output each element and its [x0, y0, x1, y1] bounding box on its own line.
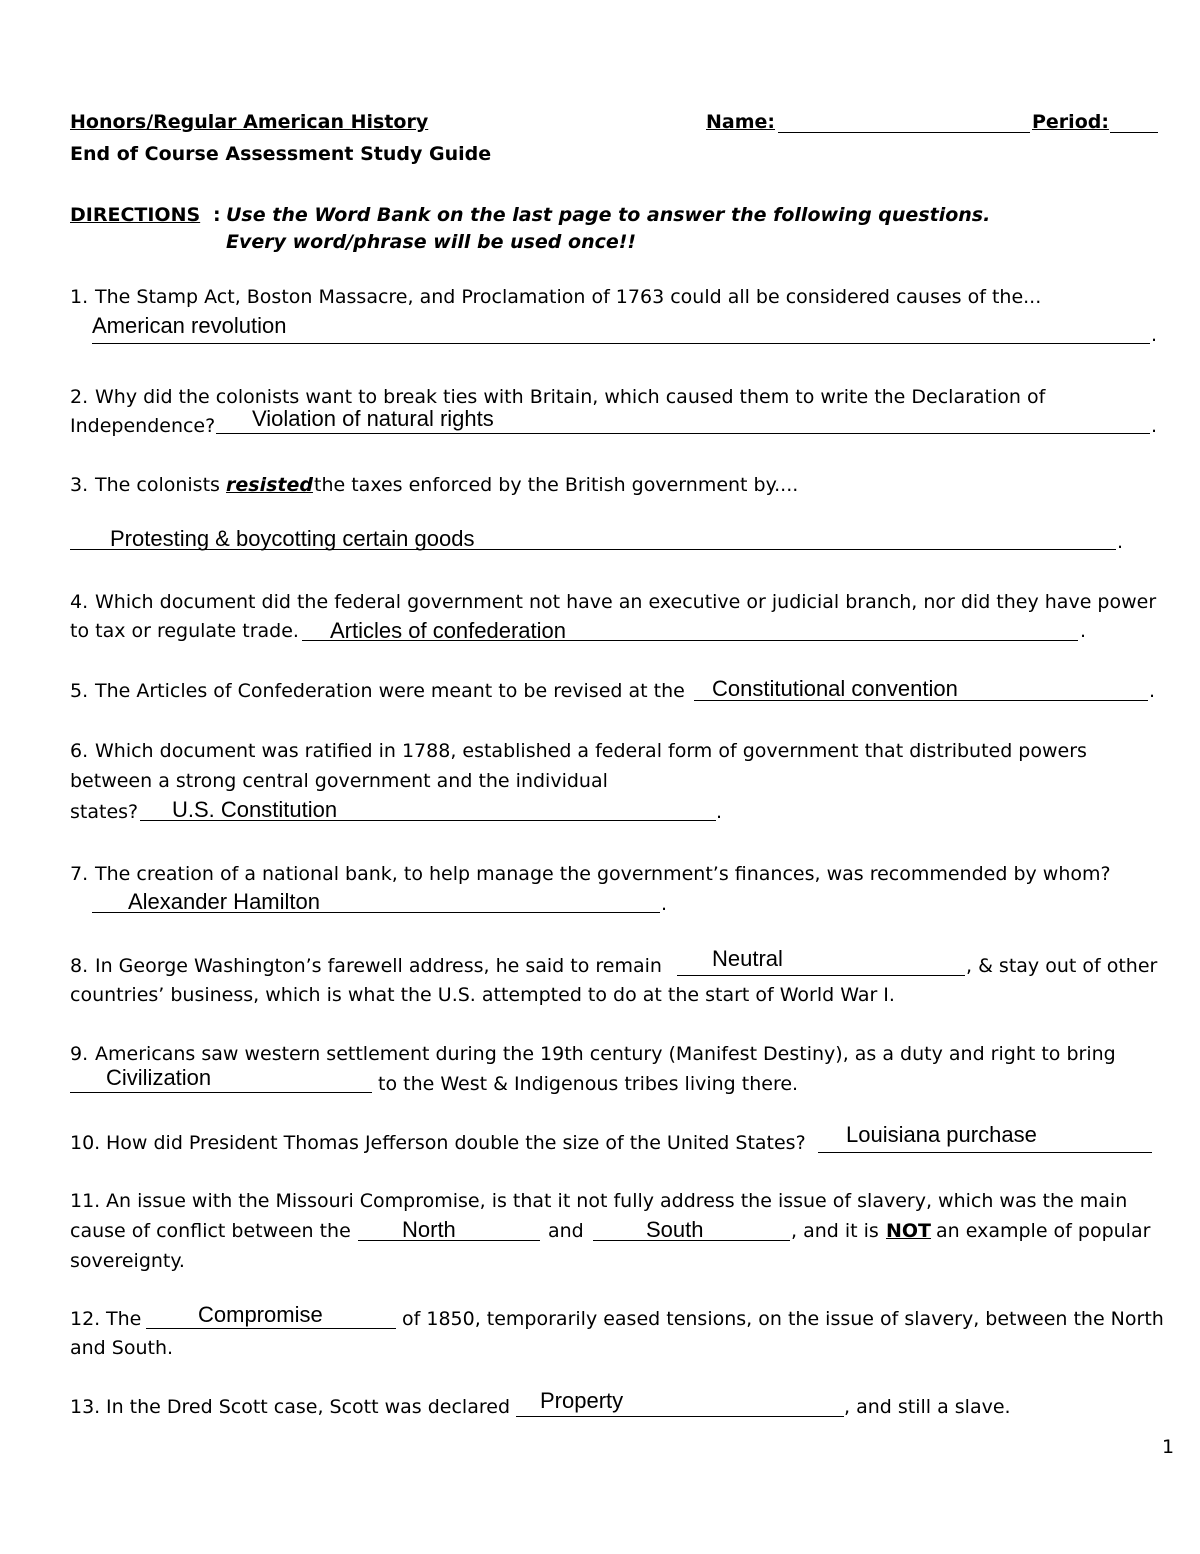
- q11-text-mid: , and it is: [791, 1220, 879, 1242]
- q5-text: The Articles of Confederation were meant to be revised at the: [95, 680, 685, 702]
- q8-text-pre: In George Washington’s farewell address, he said to remain: [95, 955, 662, 977]
- q10-text: How did President Thomas Jefferson double the size of the United States?: [106, 1132, 806, 1154]
- q11-text-pre: cause of conflict between the: [70, 1220, 351, 1242]
- q11-answer-1[interactable]: North: [402, 1217, 456, 1242]
- q1-answer[interactable]: American revolution: [92, 313, 287, 338]
- q5-answer-line: [694, 700, 1148, 701]
- q2-number: 2.: [70, 386, 89, 408]
- q4-text-2: to tax or regulate trade.: [70, 620, 299, 642]
- q9-text: Americans saw western settlement during the 19th century (Manifest Destiny), as a duty and right to bring: [95, 1043, 1116, 1065]
- q8-answer-line: [677, 975, 965, 976]
- directions-line-2: Every word/phrase will be used once!!: [226, 231, 637, 253]
- q2-text-2: Independence?: [70, 415, 216, 437]
- q5-number: 5.: [70, 680, 89, 702]
- q2-answer[interactable]: Violation of natural rights: [252, 406, 494, 431]
- q4-text: Which document did the federal government not have an executive or judicial branch, nor did they have power: [95, 591, 1157, 613]
- q7-answer[interactable]: Alexander Hamilton: [128, 889, 320, 914]
- q8-answer[interactable]: Neutral: [712, 946, 783, 971]
- q1-end: .: [1151, 324, 1158, 346]
- q11-text-post: an example of popular: [936, 1220, 1151, 1242]
- q13-text-pre: In the Dred Scott case, Scott was declared: [106, 1396, 511, 1418]
- q9-number: 9.: [70, 1043, 89, 1065]
- q10-number: 10.: [70, 1132, 101, 1154]
- q3-text-pre: The colonists: [95, 474, 220, 496]
- q7-end: .: [661, 893, 668, 915]
- q5-end: .: [1149, 680, 1156, 702]
- q1-number: 1.: [70, 286, 89, 308]
- directions-label: DIRECTIONS: [70, 204, 201, 226]
- q10-answer-line: [818, 1152, 1152, 1153]
- page-number: 1: [1162, 1436, 1175, 1458]
- q9-answer-line: [70, 1092, 372, 1093]
- q6-text-3: states?: [70, 801, 139, 823]
- q6-answer[interactable]: U.S. Constitution: [172, 797, 338, 822]
- q9-text-post: to the West & Indigenous tribes living there.: [378, 1073, 799, 1095]
- q7-text: The creation of a national bank, to help manage the government’s finances, was recommended by whom?: [95, 863, 1111, 885]
- directions-line-1: Use the Word Bank on the last page to answer the following questions.: [226, 204, 991, 226]
- q6-text: Which document was ratified in 1788, established a federal form of government that distributed powers: [95, 740, 1087, 762]
- q8-text-post: , & stay out of other: [966, 955, 1158, 977]
- q4-answer[interactable]: Articles of confederation: [330, 618, 567, 643]
- q4-end: .: [1080, 620, 1087, 642]
- q11-emphasis: NOT: [886, 1220, 932, 1242]
- directions-colon: :: [213, 204, 221, 226]
- q6-end: .: [716, 801, 723, 823]
- q1-answer-line: [92, 343, 1150, 344]
- q11-text: An issue with the Missouri Compromise, is that it not fully address the issue of slavery, which was the main: [106, 1190, 1128, 1212]
- q12-answer[interactable]: Compromise: [198, 1302, 323, 1327]
- q4-answer-line: [302, 640, 1078, 641]
- q11-and: and: [548, 1220, 584, 1242]
- q12-text-post: of 1850, temporarily eased tensions, on the issue of slavery, between the North: [402, 1308, 1164, 1330]
- q3-answer[interactable]: Protesting & boycotting certain goods: [110, 526, 475, 551]
- q12-number: 12.: [70, 1308, 101, 1330]
- q11-text-3: sovereignty.: [70, 1250, 185, 1272]
- name-field-line[interactable]: [778, 132, 1030, 133]
- q2-text: Why did the colonists want to break ties with Britain, which caused them to write the Declaration of: [95, 386, 1046, 408]
- course-title: Honors/Regular American History: [70, 111, 429, 133]
- q13-text-post: , and still a slave.: [844, 1396, 1011, 1418]
- name-label: Name:: [706, 111, 776, 133]
- q3-answer-line: [70, 549, 1116, 550]
- q2-answer-line: [216, 433, 1150, 434]
- q11-answer-2[interactable]: South: [646, 1217, 704, 1242]
- period-field-line[interactable]: [1110, 132, 1158, 133]
- q3-emphasis: resisted: [226, 474, 313, 496]
- q13-answer[interactable]: Property: [540, 1388, 624, 1413]
- q11-answer-2-line: [593, 1240, 790, 1241]
- period-label: Period:: [1032, 111, 1109, 133]
- q11-answer-1-line: [358, 1240, 540, 1241]
- q2-end: .: [1151, 415, 1158, 437]
- q4-number: 4.: [70, 591, 89, 613]
- q12-answer-line: [146, 1328, 396, 1329]
- q6-answer-line: [140, 820, 716, 821]
- q6-text-2: between a strong central government and the individual: [70, 770, 608, 792]
- q8-number: 8.: [70, 955, 89, 977]
- q6-number: 6.: [70, 740, 89, 762]
- q3-number: 3.: [70, 474, 89, 496]
- q8-text-2: countries’ business, which is what the U.S. attempted to do at the start of World War I.: [70, 984, 895, 1006]
- q3-text-post: the taxes enforced by the British government by....: [314, 474, 799, 496]
- q11-number: 11.: [70, 1190, 101, 1212]
- q12-text-2: and South.: [70, 1337, 174, 1359]
- q12-text-pre: The: [106, 1308, 142, 1330]
- q7-answer-line: [92, 912, 660, 913]
- q5-answer[interactable]: Constitutional convention: [712, 676, 958, 701]
- page-subtitle: End of Course Assessment Study Guide: [70, 143, 492, 165]
- q1-text: The Stamp Act, Boston Massacre, and Proclamation of 1763 could all be considered causes of the...: [95, 286, 1042, 308]
- q13-number: 13.: [70, 1396, 101, 1418]
- q13-answer-line: [516, 1416, 844, 1417]
- q3-end: .: [1117, 531, 1124, 553]
- q9-answer[interactable]: Civilization: [106, 1065, 212, 1090]
- q7-number: 7.: [70, 863, 89, 885]
- q10-answer[interactable]: Louisiana purchase: [846, 1122, 1037, 1147]
